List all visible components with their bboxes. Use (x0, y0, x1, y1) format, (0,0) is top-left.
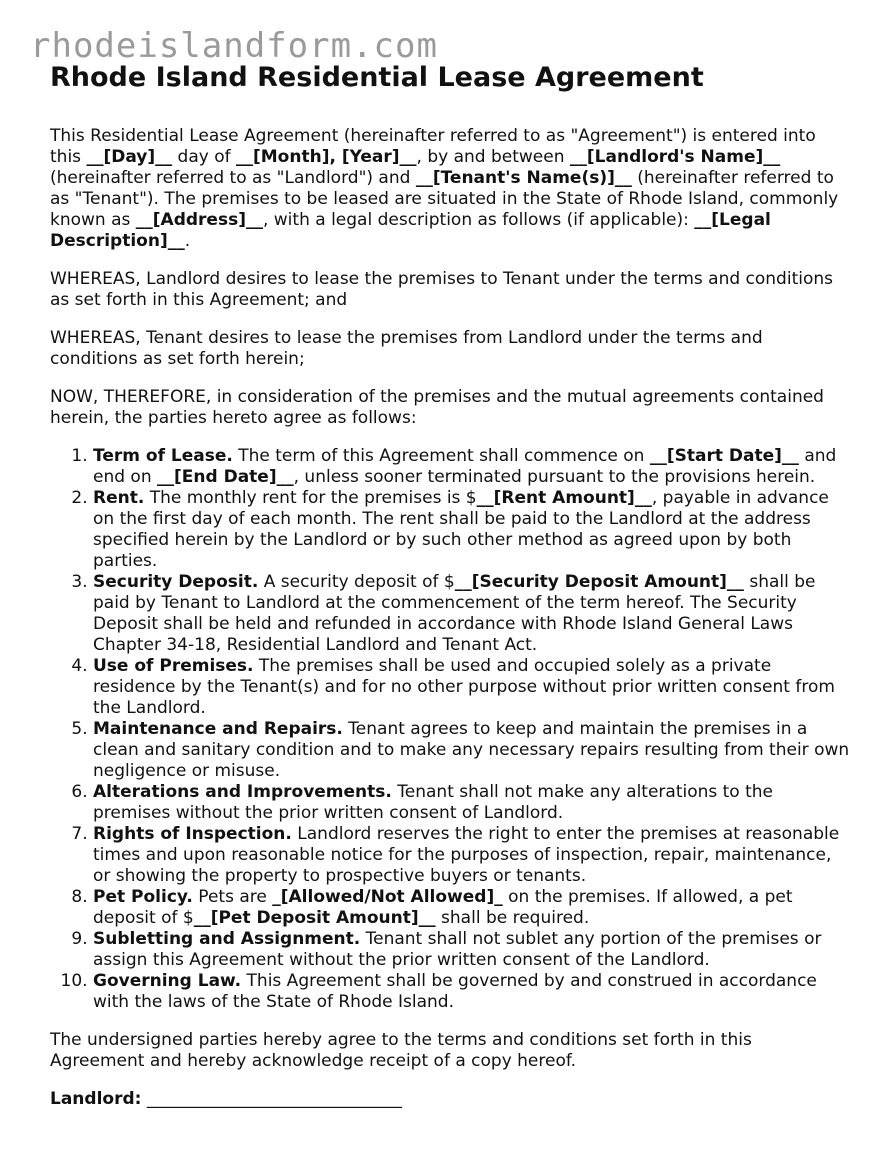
landlord-signature-label: Landlord: (50, 1089, 142, 1109)
law-heading: Governing Law. (93, 971, 242, 991)
start-date-field: __[Start Date]__ (649, 446, 799, 466)
landlord-name-field: __[Landlord's Name]__ (569, 147, 781, 167)
inspection-item: 7. Rights of Inspection. Landlord reserves the right to enter the premises at reasonable times and upon reasonable notice for the purposes of inspection, repair, maintenance, or showing the property to prospective buyers or tenants. (93, 824, 850, 887)
deposit-heading: Security Deposit. (93, 572, 259, 592)
pet-policy-item: 8. Pet Policy. Pets are _[Allowed/Not Allowed]_ on the premises. If allowed, a pet deposit of $__[Pet Deposit Amount]__ shall be required. (93, 887, 850, 929)
pet-deposit-field: __[Pet Deposit Amount]__ (193, 908, 436, 928)
site-watermark: rhodeislandform.com (30, 26, 438, 66)
inspection-heading: Rights of Inspection. (93, 824, 292, 844)
legal-description-field: __[Legal Description]__ (50, 210, 771, 251)
tenant-names-field: __[Tenant's Name(s)]__ (415, 168, 632, 188)
intro-paragraph: This Residential Lease Agreement (hereinafter referred to as "Agreement") is entered into this __[Day]__ day of __[Month], [Year]__, by and between __[Landlord's Name]__ (hereinafter referred to as "Landlord") and __[Tenant's Name(s)]__ (hereinafter referred to as "Tenant"). The premises to be leased are situated in the State of Rhode Island, commonly known as __[Address]__, with a legal description as follows (if applicable): __[Legal Description]__. (50, 126, 839, 251)
pets-allowed-field: _[Allowed/Not Allowed]_ (272, 887, 503, 907)
alterations-item: 6. Alterations and Improvements. Tenant shall not make any alterations to the premises without the prior written consent of Landlord. (93, 782, 850, 824)
alterations-heading: Alterations and Improvements. (93, 782, 392, 802)
term-heading: Term of Lease. (93, 446, 233, 466)
deposit-amount-field: __[Security Deposit Amount]__ (454, 572, 744, 592)
closing-paragraph: The undersigned parties hereby agree to the terms and conditions set forth in this Agreement and hereby acknowledge receipt of a copy hereof. (50, 1030, 752, 1071)
now-therefore: NOW, THEREFORE, in consideration of the premises and the mutual agreements contained herein, the parties hereto agree as follows: (50, 387, 824, 428)
rent-heading: Rent. (93, 488, 145, 508)
lease-document (50, 58, 850, 1127)
maintenance-item: 5. Maintenance and Repairs. Tenant agrees to keep and maintain the premises in a clean and sanitary condition and to make any necessary repairs resulting from their own negligence or misuse. (93, 719, 850, 782)
end-date-field: __[End Date]__ (157, 467, 294, 487)
terms-list (50, 446, 850, 1013)
term-of-lease-item: 1. Term of Lease. The term of this Agreement shall commence on __[Start Date]__ and end on __[End Date]__, unless sooner terminated pursuant to the provisions herein. (93, 446, 850, 488)
whereas-tenant: WHEREAS, Tenant desires to lease the premises from Landlord under the terms and conditions as set forth herein; (50, 328, 763, 369)
maintenance-heading: Maintenance and Repairs. (93, 719, 343, 739)
use-heading: Use of Premises. (93, 656, 254, 676)
landlord-signature-row (50, 1089, 850, 1110)
security-deposit-item: 3. Security Deposit. A security deposit of $__[Security Deposit Amount]__ shall be paid by Tenant to Landlord at the commencement of the term hereof. The Security Deposit shall be held and refunded in accordance with Rhode Island General Laws Chapter 34-18, Residential Landlord and Tenant Act. (93, 572, 850, 656)
day-field: __[Day]__ (86, 147, 173, 167)
whereas-landlord: WHEREAS, Landlord desires to lease the premises to Tenant under the terms and conditions as set forth in this Agreement; and (50, 269, 833, 310)
governing-law-item: 10. Governing Law. This Agreement shall be governed by and construed in accordance with the laws of the State of Rhode Island. (93, 971, 850, 1013)
rent-amount-field: __[Rent Amount]__ (476, 488, 652, 508)
use-of-premises-item: 4. Use of Premises. The premises shall be used and occupied solely as a private residence by the Tenant(s) and for no other purpose without prior written consent from the Landlord. (93, 656, 850, 719)
subletting-item: 9. Subletting and Assignment. Tenant shall not sublet any portion of the premises or assign this Agreement without the prior written consent of the Landlord. (93, 929, 850, 971)
address-field: __[Address]__ (135, 210, 263, 230)
pet-heading: Pet Policy. (93, 887, 193, 907)
rent-item: 2. Rent. The monthly rent for the premises is $__[Rent Amount]__, payable in advance on the first day of each month. The rent shall be paid to the Landlord at the address specified herein by the Landlord or by such other method as agreed upon by both parties. (93, 488, 850, 572)
document-title: Rhode Island Residential Lease Agreement (50, 62, 704, 93)
month-year-field: __[Month], [Year]__ (236, 147, 417, 167)
subletting-heading: Subletting and Assignment. (93, 929, 361, 949)
landlord-signature-line: ______________________________ (146, 1089, 402, 1109)
